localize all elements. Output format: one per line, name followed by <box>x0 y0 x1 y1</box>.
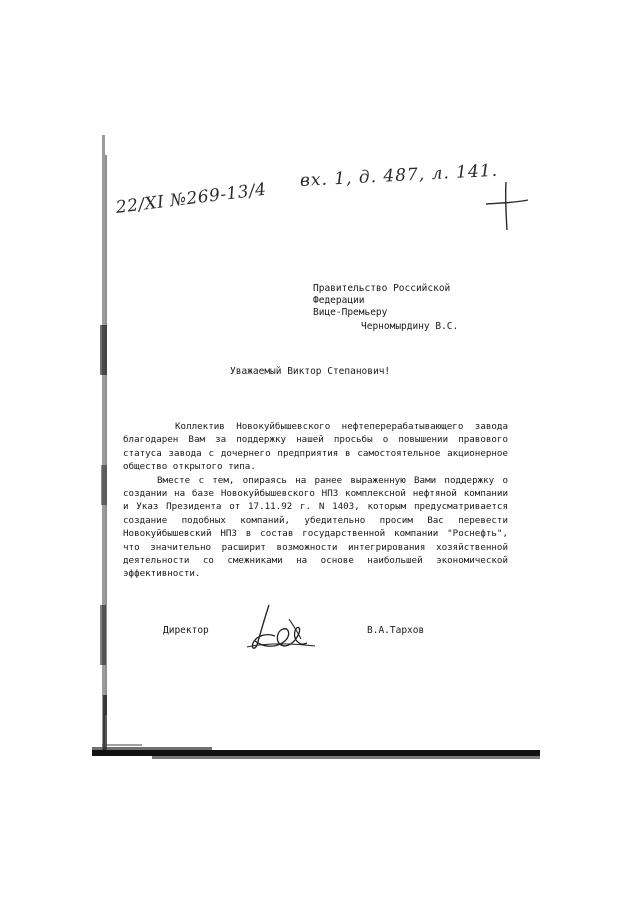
handwritten-archive-note: вх. 1, д. 487, л. 141. <box>299 160 499 191</box>
letter-body <box>123 420 508 581</box>
handwritten-registration-note: 22/XI №269-13/4 <box>114 179 268 218</box>
addressee-line-2: Федерации <box>313 295 365 306</box>
addressee-block <box>313 283 450 319</box>
addressee-line-1: Правительство Российской <box>313 283 451 294</box>
addressee-name: Черномырдину В.С. <box>361 321 459 332</box>
scan-edge-bottom <box>92 740 540 764</box>
handwritten-cross-mark <box>482 178 532 233</box>
salutation: Уважаемый Виктор Степанович! <box>230 366 391 377</box>
scan-edge-left <box>100 135 110 755</box>
body-paragraph-2: Вместе с тем, опираясь на ранее выраженную Вами поддержку о создании на базе Новокуйбышевского НПЗ комплексной нефтяной компании и Указ Президента от 17.11.92 г. N 1403, которым предусматривается создание подобных компаний, убедительно просим Вас перевести Новокуйбышевский НПЗ в состав государственной компании "Роснефть", что значительно расширит возможности интегрирования хозяйственной деятельности со смежниками на основе наибольшей экономической эффективности. <box>123 474 508 580</box>
handwritten-signature <box>245 603 317 653</box>
signatory-title: Директор <box>163 625 209 636</box>
addressee-line-3: Вице-Премьеру <box>313 307 388 318</box>
signatory-name: В.А.Тархов <box>367 625 425 636</box>
body-paragraph-1: Коллектив Новокуйбышевского нефтеперерабатывающего завода благодарен Вам за поддержку нашей просьбы о повышении правового статуса завода с дочернего предприятия в самостоятельное акционерное общество открытого типа. <box>123 421 508 473</box>
